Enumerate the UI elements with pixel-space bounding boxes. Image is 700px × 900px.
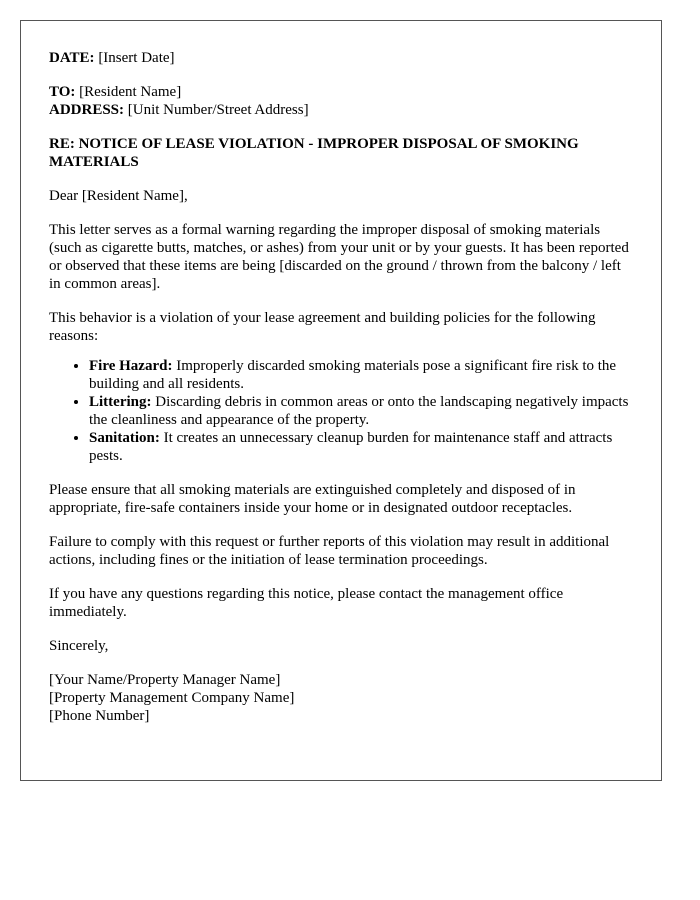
- address-label: ADDRESS:: [49, 102, 125, 118]
- reason-item-littering: [89, 393, 633, 429]
- failure-paragraph: Failure to comply with this request or further reports of this violation may result in additional actions, including fines or the initiation of lease termination proceedings.: [49, 534, 610, 568]
- reason-text: Improperly discarded smoking materials pose a significant fire risk to the building and all residents.: [89, 358, 617, 392]
- signature-company: [Property Management Company Name]: [49, 690, 295, 706]
- ensure-paragraph: Please ensure that all smoking materials are extinguished completely and disposed of in appropriate, fire-safe containers inside your home or in designated outdoor receptacles.: [49, 482, 576, 516]
- reason-text: It creates an unnecessary cleanup burden for maintenance staff and attracts pests.: [89, 430, 613, 464]
- closing: Sincerely,: [49, 638, 109, 654]
- salutation: Dear [Resident Name],: [49, 188, 188, 204]
- reason-title: Littering:: [89, 394, 152, 410]
- questions-paragraph: If you have any questions regarding this notice, please contact the management office immediately.: [49, 586, 564, 620]
- recipient-block: [49, 83, 633, 119]
- reason-item-fire-hazard: [89, 357, 633, 393]
- violation-paragraph: This behavior is a violation of your lease agreement and building policies for the following reasons:: [49, 310, 596, 344]
- date-line: [49, 49, 633, 67]
- intro-paragraph: This letter serves as a formal warning regarding the improper disposal of smoking materials (such as cigarette butts, matches, or ashes) from your unit or by your guests. It has been reported or observed that these items are being [discarded on the ground / thrown from the balcony / left in common areas].: [49, 222, 629, 292]
- to-line: [49, 83, 633, 101]
- reason-title: Fire Hazard:: [89, 358, 173, 374]
- letter-document: [20, 20, 662, 781]
- date-label: DATE:: [49, 50, 95, 66]
- address-value: [Unit Number/Street Address]: [127, 102, 309, 118]
- signature-block: [49, 671, 633, 725]
- signature-name: [Your Name/Property Manager Name]: [49, 672, 281, 688]
- to-label: TO:: [49, 84, 76, 100]
- signature-phone: [Phone Number]: [49, 708, 150, 724]
- to-value: [Resident Name]: [79, 84, 182, 100]
- subject-line: RE: NOTICE OF LEASE VIOLATION - IMPROPER DISPOSAL OF SMOKING MATERIALS: [49, 136, 579, 170]
- reasons-list: [49, 357, 633, 465]
- reason-item-sanitation: [89, 429, 633, 465]
- reason-text: Discarding debris in common areas or onto the landscaping negatively impacts the cleanliness and appearance of the property.: [89, 394, 629, 428]
- date-value: [Insert Date]: [98, 50, 175, 66]
- reason-title: Sanitation:: [89, 430, 160, 446]
- address-line: [49, 101, 633, 119]
